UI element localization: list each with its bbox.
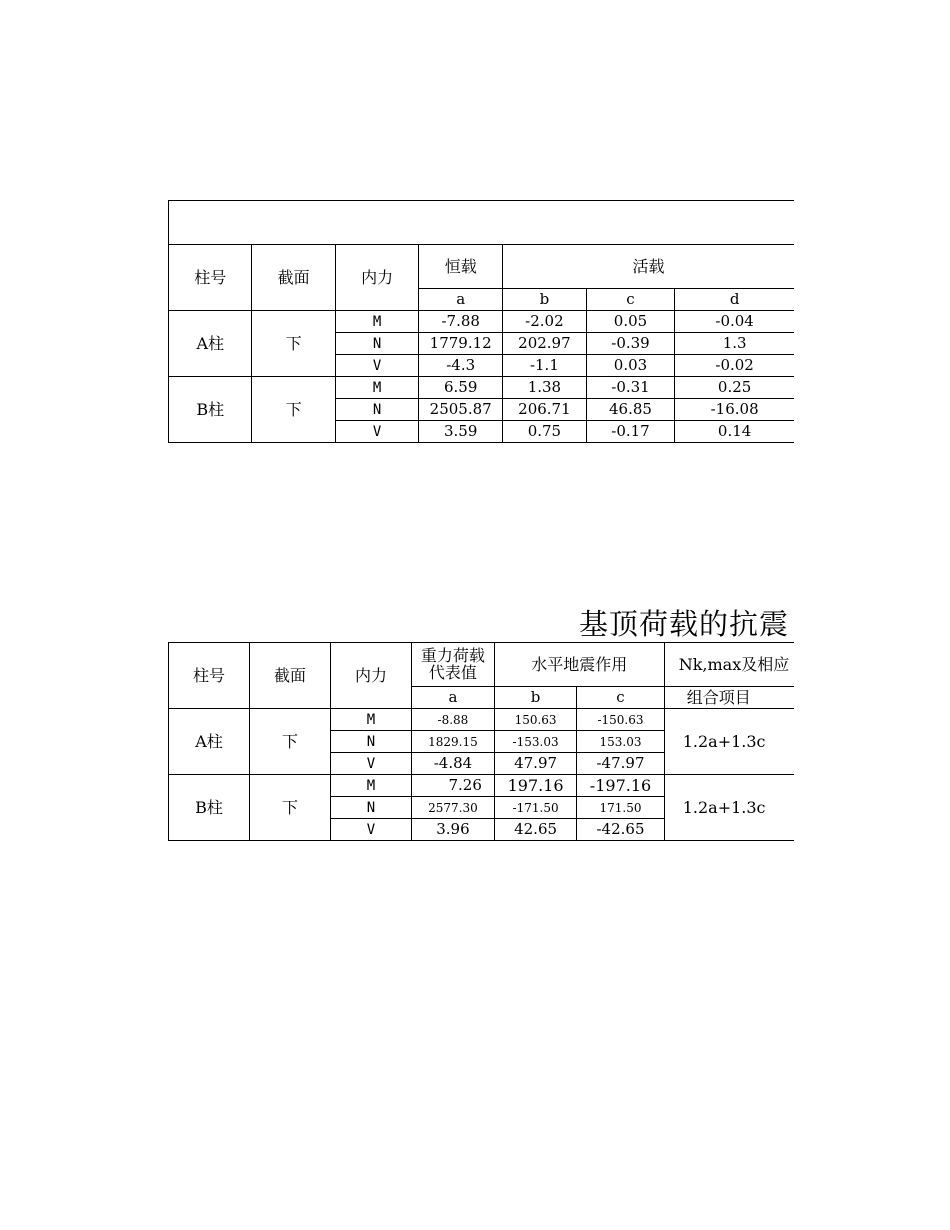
header-gravity-line2: 代表值 [428,662,477,682]
value-a: 2577.30 [412,797,495,819]
value-b: -171.50 [494,797,576,819]
value-c: 0.03 [586,355,675,377]
header-gravity-line1: 重力荷载 [420,645,485,665]
value-b: 0.75 [503,421,587,443]
value-c: 171.50 [577,797,664,819]
header-nk-max: Nk,max及相应 [664,643,794,687]
value-a: 1779.12 [419,333,503,355]
force-type: M [331,709,412,731]
force-type: N [331,797,412,819]
table-row [169,775,795,797]
table-row [169,709,795,731]
force-type: V [331,753,412,775]
value-a: 3.96 [412,819,495,841]
sub-header-a: a [412,687,495,709]
table1-title-band [168,200,794,245]
combination-formula: 1.2a+1.3c [664,709,794,775]
column-label: A柱 [169,311,252,377]
sub-header-c: c [577,687,664,709]
header-horizontal-seismic: 水平地震作用 [494,643,664,687]
value-a: -4.3 [419,355,503,377]
value-d: -0.04 [675,311,794,333]
force-type: N [335,333,418,355]
force-type: M [335,377,418,399]
value-a: 3.59 [419,421,503,443]
sub-header-b: b [503,289,587,311]
sub-header-d: d [675,289,794,311]
value-d: 0.25 [675,377,794,399]
internal-force-table [168,244,794,443]
header-column-no: 柱号 [169,643,250,709]
value-a: -7.88 [419,311,503,333]
value-a: 1829.15 [412,731,495,753]
force-type: M [335,311,418,333]
value-b: 206.71 [503,399,587,421]
value-c: -197.16 [577,775,664,797]
section-label: 下 [250,775,331,841]
header-gravity-load [412,643,495,687]
column-label: B柱 [169,775,250,841]
header-section: 截面 [250,643,331,709]
value-c: -0.39 [586,333,675,355]
combination-formula: 1.2a+1.3c [664,775,794,841]
section-label: 下 [250,709,331,775]
seismic-table-title: 基顶荷载的抗震 [579,607,790,641]
header-force: 内力 [331,643,412,709]
force-type: N [335,399,418,421]
column-label: B柱 [169,377,252,443]
value-c: 0.05 [586,311,675,333]
value-a: 6.59 [419,377,503,399]
section-label: 下 [252,311,335,377]
value-b: 202.97 [503,333,587,355]
value-b: -1.1 [503,355,587,377]
value-c: -150.63 [577,709,664,731]
value-a: -8.88 [412,709,495,731]
sub-header-b: b [494,687,576,709]
value-c: -47.97 [577,753,664,775]
value-c: -42.65 [577,819,664,841]
value-d: 0.14 [675,421,794,443]
value-b: -153.03 [494,731,576,753]
value-d: -16.08 [675,399,794,421]
value-b: 150.63 [494,709,576,731]
value-b: 42.65 [494,819,576,841]
value-b: 1.38 [503,377,587,399]
value-b: 47.97 [494,753,576,775]
value-c: -0.31 [586,377,675,399]
value-b: 197.16 [494,775,576,797]
force-type: V [331,819,412,841]
header-combination-item: 组合项目 [664,687,794,709]
section-label: 下 [252,377,335,443]
header-force: 内力 [335,245,418,311]
force-type: N [331,731,412,753]
value-a: 7.26 [412,775,495,797]
value-d: -0.02 [675,355,794,377]
value-c: 153.03 [577,731,664,753]
value-d: 1.3 [675,333,794,355]
header-column-no: 柱号 [169,245,252,311]
value-a: 2505.87 [419,399,503,421]
force-type: M [331,775,412,797]
force-type: V [335,355,418,377]
sub-header-c: c [586,289,675,311]
sub-header-a: a [419,289,503,311]
header-live-load: 活载 [503,245,794,289]
value-a: -4.84 [412,753,495,775]
header-section: 截面 [252,245,335,311]
seismic-combination-table [168,642,794,841]
force-type: V [335,421,418,443]
value-c: 46.85 [586,399,675,421]
table-row [169,311,795,333]
value-b: -2.02 [503,311,587,333]
value-c: -0.17 [586,421,675,443]
column-label: A柱 [169,709,250,775]
table-row [169,377,795,399]
header-dead-load: 恒载 [419,245,503,289]
